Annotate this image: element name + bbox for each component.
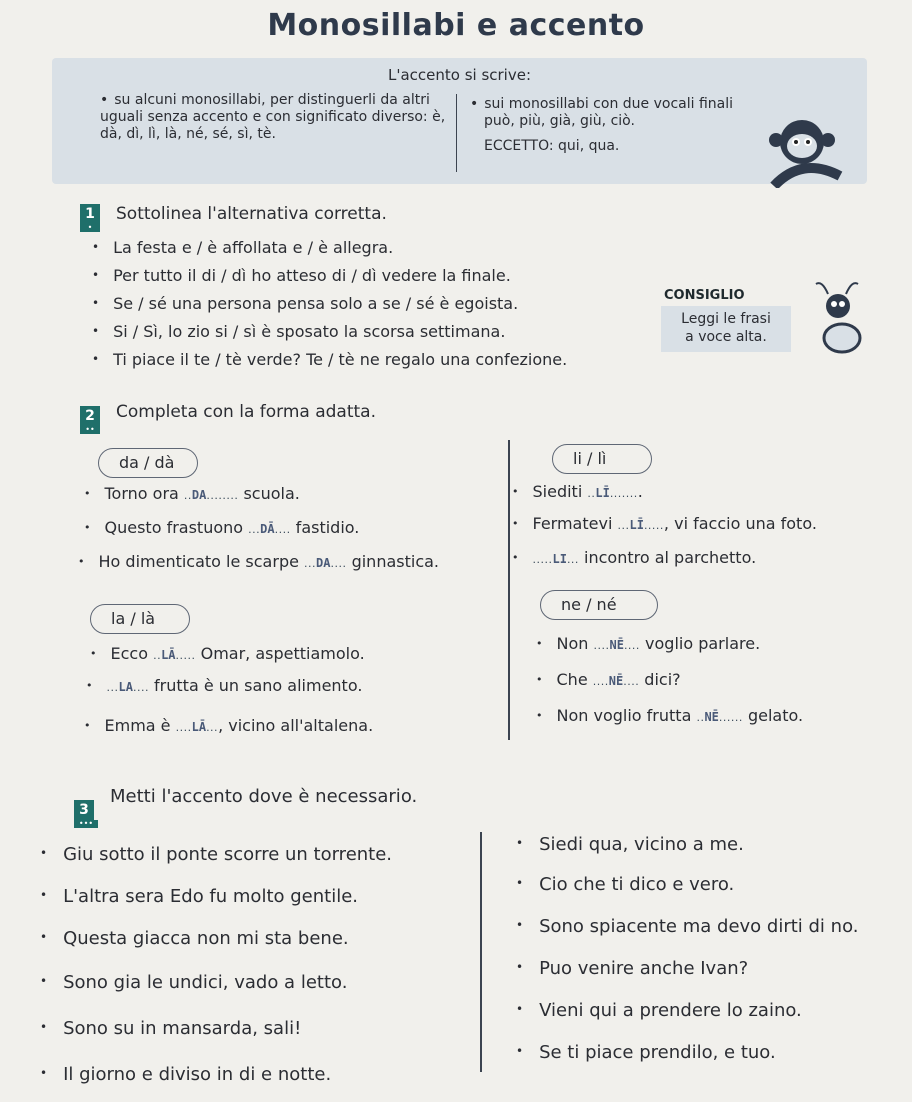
ex2-sentence: • Fermatevi ...LĪ....., vi faccio una foto. bbox=[512, 514, 817, 533]
ex3-right-sentence: • Sono spiacente ma devo dirti di no. bbox=[516, 916, 858, 937]
info-box bbox=[52, 58, 867, 184]
exercise-2-number: 2 bbox=[80, 406, 100, 426]
ex3-right-sentence: • Cio che ti dico e vero. bbox=[516, 874, 734, 895]
ex2-sentence: • Ecco ..LĀ..... Omar, aspettiamolo. bbox=[90, 644, 365, 663]
difficulty-dots: • bbox=[80, 224, 100, 232]
ex3-left-sentence: • Questa giacca non mi sta bene. bbox=[40, 928, 349, 949]
ex1-sentence-3: • Se / sé una persona pensa solo a se / sé è egoista. bbox=[92, 294, 518, 313]
ex2-sentence: • Torno ora ..DA........ scuola. bbox=[84, 484, 300, 503]
exercise-2-instruction: Completa con la forma adatta. bbox=[116, 402, 376, 422]
group-label-la: la / là bbox=[90, 604, 190, 634]
ex2-sentence: • Questo frastuono ...DĀ.... fastidio. bbox=[84, 518, 359, 537]
info-rule-1: • su alcuni monosillabi, per distinguerli da altri uguali senza accento e con significato diverso: è, dà, dì, lì, là, né, sé, sì, tè. bbox=[100, 92, 455, 143]
ex3-left-sentence: • Il giorno e diviso in di e notte. bbox=[40, 1064, 331, 1085]
ex2-sentence: • Siediti ..LĪ........ bbox=[512, 482, 643, 501]
group-label-ne: ne / né bbox=[540, 590, 658, 620]
group-label-li: li / lì bbox=[552, 444, 652, 474]
ex3-right-sentence: • Se ti piace prendilo, e tuo. bbox=[516, 1042, 776, 1063]
ex1-sentence-2: • Per tutto il di / dì ho atteso di / dì vedere la finale. bbox=[92, 266, 511, 285]
tip-title: CONSIGLIO bbox=[664, 288, 745, 303]
column-divider bbox=[480, 832, 482, 1072]
exercise-1-number: 1 bbox=[80, 204, 100, 224]
exercise-3-number: 3 bbox=[74, 800, 94, 820]
ex3-left-sentence: • Sono su in mansarda, sali! bbox=[40, 1018, 301, 1039]
ex1-sentence-5: • Ti piace il te / tè verde? Te / tè ne regalo una confezione. bbox=[92, 350, 567, 369]
ex2-sentence: • Non ....NĒ.... voglio parlare. bbox=[536, 634, 760, 653]
ex2-sentence: • Ho dimenticato le scarpe ...DA.... ginnastica. bbox=[78, 552, 439, 571]
tip-box: Leggi le frasi a voce alta. bbox=[661, 306, 791, 352]
monkey-mascot-icon bbox=[760, 116, 850, 188]
info-rule-2: • sui monosillabi con due vocali finali può, più, già, giù, ciò. ECCETTO: qui, qua. bbox=[470, 96, 810, 155]
ex3-left-sentence: • Sono gia le undici, vado a letto. bbox=[40, 972, 347, 993]
ex3-right-sentence: • Vieni qui a prendere lo zaino. bbox=[516, 1000, 802, 1021]
ex3-left-sentence: • Giu sotto il ponte scorre un torrente. bbox=[40, 844, 392, 865]
group-label-da: da / dà bbox=[98, 448, 198, 478]
ex3-right-sentence: • Siedi qua, vicino a me. bbox=[516, 834, 744, 855]
exercise-1-instruction: Sottolinea l'alternativa corretta. bbox=[116, 204, 387, 224]
bee-mascot-icon bbox=[812, 276, 868, 356]
ex2-sentence: • Emma è ....LĀ..., vicino all'altalena. bbox=[84, 716, 373, 735]
ex2-sentence: • .....LI... incontro al parchetto. bbox=[512, 548, 756, 567]
ex3-left-sentence: • L'altra sera Edo fu molto gentile. bbox=[40, 886, 358, 907]
info-divider bbox=[456, 94, 457, 172]
ex1-sentence-4: • Si / Sì, lo zio si / sì è sposato la scorsa settimana. bbox=[92, 322, 505, 341]
column-divider bbox=[508, 440, 510, 740]
info-heading: L'accento si scrive: bbox=[387, 66, 532, 84]
ex2-sentence: • Che ....NĒ.... dici? bbox=[536, 670, 681, 689]
ex2-sentence: • ...LA.... frutta è un sano alimento. bbox=[86, 676, 362, 695]
difficulty-dots: ••• bbox=[74, 820, 98, 828]
ex3-right-sentence: • Puo venire anche Ivan? bbox=[516, 958, 748, 979]
exercise-3-instruction: Metti l'accento dove è necessario. bbox=[110, 786, 418, 807]
ex1-sentence-1: • La festa e / è affollata e / è allegra. bbox=[92, 238, 393, 257]
difficulty-dots: •• bbox=[80, 426, 100, 434]
page-title: Monosillabi e accento bbox=[267, 8, 645, 43]
ex2-sentence: • Non voglio frutta ..NĒ...... gelato. bbox=[536, 706, 803, 725]
